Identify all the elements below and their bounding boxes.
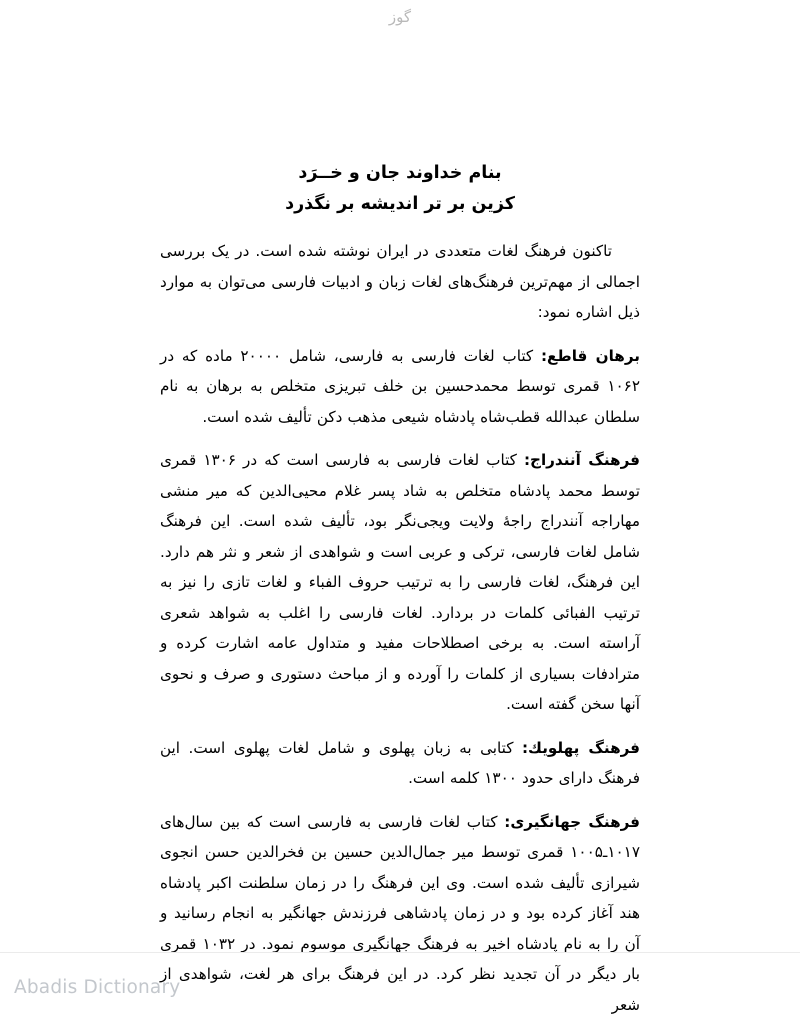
paragraph-farhang-e-jahangiri (160, 807, 640, 1021)
entry-term: برهان قاطع: (540, 346, 640, 365)
paragraph-text: کتاب لغات فارسی به فارسی است که در ۱۳۰۶ قمری توسط محمد پادشاه متخلص به شاد پسر غلام محیی‌الدین که میر منشی مهاراجه آنندراج راجهٔ ولایت ویجی‌نگر بود، تألیف شده است. این فرهنگ شامل لغات فارسی، ترکی و عربی است و شواهدی از شعر و نثر هم دارد. این فرهنگ، لغات فارسی را به ترتیب حروف الفباء و لغات تازی را نیز به ترتیب الفبائی کلمات در بردارد. لغات فارسی را اغلب به شواهد شعری آراسته است. به برخی اصطلاحات مفید و متداول عامه اشارت کرده و مترادفات بسیاری از کلمات را آورده و از مباحث دستوری و صرف و نحوی آنها سخن گفته است. (160, 451, 640, 713)
paragraph-text: کتابی به زبان پهلوی و شامل لغات پهلوی است. این فرهنگ دارای حدود ۱۳۰۰ کلمه است. (160, 738, 640, 787)
paragraph-text: کتاب لغات فارسی به فارسی، شامل ۲۰۰۰۰ ماده که در ۱۰۶۲ قمری توسط محمدحسین بن خلف تبریزی متخلص به برهان به نام سلطان عبدالله قطب‌شاه پادشاه شیعی مذهب دکن تألیف شده است. (160, 346, 640, 426)
paragraph-farhang-e-anandraj (160, 445, 640, 720)
paragraph-farhang-e-pahlavik (160, 733, 640, 794)
paragraph-text: تاکنون فرهنگ لغات متعددی در ایران نوشته شده است. در یک بررسی اجمالی از مهم‌ترین فرهنگ‌های لغات زبان و ادبیات فارسی می‌توان به موارد ذیل اشاره نمود: (160, 242, 640, 321)
entry-term: فرهنگ آنندراج: (523, 451, 640, 469)
paragraph-text: کتاب لغات فارسی به فارسی است که بین سال‌های ۱۰۱۷ـ۱۰۰۵ قمری توسط میر جمال‌الدین حسین بن فخرالدین حسن انجوی شیرازی تألیف شده است. وی این فرهنگ را در زمان سلطنت اکبر پادشاه هند آغاز کرده بود و در زمان پادشاهی فرزندش جهانگیر به انجام رسانید و آن را به نام پادشاه اخیر به فرهنگ جهانگیری موسوم نمود. در ۱۰۳۲ قمری بار دیگر در آن تجدید نظر کرد. در این فرهنگ برای هر لغت، شواهدی از شعر (160, 812, 640, 1014)
invocation-line-1: بنام خداوند جان و خــرَد (298, 163, 502, 183)
text-column (160, 158, 640, 1033)
entry-term: فرهنگ جهانگیری: (504, 812, 640, 831)
invocation-couplet (160, 158, 640, 220)
paragraph-intro (160, 236, 640, 328)
entry-term: فرهنگ پهلویك: (521, 738, 640, 757)
running-header: گوز (388, 8, 412, 26)
paragraph-borhan-e-ghate (160, 341, 640, 433)
invocation-line-2: کزین بر تر اندیشه بر نگذرد (285, 194, 515, 214)
footer-divider (0, 952, 800, 953)
footer-brand-label: Abadis Dictionary (14, 977, 181, 998)
